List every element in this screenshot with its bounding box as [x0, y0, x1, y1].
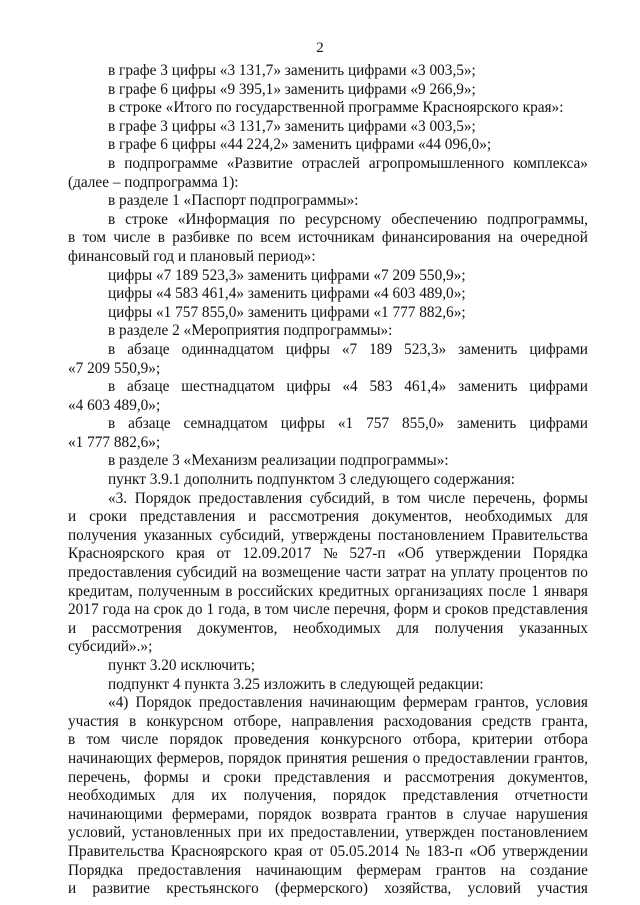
text-line: начинающими фермерами, порядок возврата грантов в случае нарушения: [68, 805, 588, 823]
text-line: в том числе в разбивке по всем источникам финансирования на очередной: [68, 229, 588, 247]
text-line: Красноярского края от 12.09.2017 № 527-п «Об утверждении Порядка: [68, 545, 588, 563]
text-line: «4) Порядок предоставления начинающим фермерам грантов, условия: [108, 694, 588, 712]
text-line: пункт 3.20 исключить;: [108, 657, 256, 674]
text-line: в разделе 3 «Механизм реализации подпрограммы»:: [108, 452, 449, 470]
text-line: в графе 3 цифры «3 131,7» заменить цифрами «3 003,5»;: [108, 117, 476, 135]
text-line: начинающих фермеров, порядок принятия решения о предоставлении грантов,: [68, 749, 588, 767]
text-line: Порядка предоставления начинающим фермерам грантов на создание: [68, 861, 588, 879]
document-body: [68, 62, 588, 899]
text-line: «3. Порядок предоставления субсидий, в том числе перечень, формы: [108, 489, 588, 507]
text-line: в разделе 2 «Мероприятия подпрограммы»:: [108, 322, 393, 340]
text-line: Правительства Красноярского края от 05.05.2014 № 183-п «Об утверждении: [68, 842, 588, 860]
text-line: в подпрограмме «Развитие отраслей агропромышленного комплекса»: [108, 154, 588, 172]
text-line: «1 777 882,6»;: [68, 433, 161, 451]
text-line: в абзаце одиннадцатом цифры «7 189 523,3» заменить цифрами: [108, 340, 588, 358]
text-line: в графе 6 цифры «44 224,2» заменить цифрами «44 096,0»;: [108, 136, 492, 154]
text-line: финансовый год и плановый период»:: [68, 247, 316, 265]
text-line: «4 603 489,0»;: [68, 396, 161, 414]
text-line: и развитие крестьянского (фермерского) хозяйства, условий участия: [68, 880, 588, 898]
text-line: участия в конкурсном отборе, направления расходования средств гранта,: [68, 712, 588, 730]
text-line: в разделе 1 «Паспорт подпрограммы»:: [108, 192, 359, 210]
text-line: предоставления субсидий на возмещение части затрат на уплату процентов по: [68, 564, 588, 582]
text-line: в абзаце шестнадцатом цифры «4 583 461,4» заменить цифрами: [108, 378, 588, 396]
text-line: подпункт 4 пункта 3.25 изложить в следующей редакции:: [108, 675, 484, 693]
text-line: получения указанных субсидий, утверждены постановлением Правительства: [68, 526, 588, 544]
text-line: в графе 3 цифры «3 131,7» заменить цифрами «3 003,5»;: [108, 62, 476, 79]
text-line: в строке «Информация по ресурсному обеспечению подпрограммы,: [108, 210, 588, 228]
text-line: условий, установленных при их предоставлении, утвержден постановлением: [68, 824, 588, 842]
text-line: пункт 3.9.1 дополнить подпунктом 3 следующего содержания:: [108, 471, 516, 489]
text-line: и сроки представления и рассмотрения документов, необходимых для: [68, 508, 588, 526]
text-line: цифры «1 757 855,0» заменить цифрами «1 777 882,6»;: [108, 303, 466, 321]
text-line: в графе 6 цифры «9 395,1» заменить цифрами «9 266,9»;: [108, 80, 476, 98]
text-line: необходимых для их получения, порядок представления отчетности: [68, 787, 588, 805]
text-line: (далее – подпрограмма 1):: [68, 173, 239, 191]
text-line: перечень, формы и сроки представления и рассмотрения документов,: [68, 768, 588, 786]
text-line: в абзаце семнадцатом цифры «1 757 855,0» заменить цифрами: [108, 415, 588, 433]
text-line: субсидий».»;: [68, 638, 153, 656]
text-line: «7 209 550,9»;: [68, 359, 161, 377]
page-number: 2: [316, 40, 324, 56]
text-line: в строке «Итого по государственной программе Красноярского края»:: [108, 99, 564, 117]
text-line: цифры «4 583 461,4» заменить цифрами «4 603 489,0»;: [108, 285, 466, 303]
text-line: 2017 года на срок до 1 года, в том числе перечня, форм и сроков представления: [68, 601, 588, 619]
text-line: в том числе порядок проведения конкурсного отбора, критерии отбора: [68, 731, 588, 749]
text-line: и рассмотрения документов, необходимых для получения указанных: [68, 619, 588, 637]
text-line: кредитам, полученным в российских кредитных организациях после 1 января: [68, 582, 588, 600]
text-line: цифры «7 189 523,3» заменить цифрами «7 209 550,9»;: [108, 266, 466, 284]
